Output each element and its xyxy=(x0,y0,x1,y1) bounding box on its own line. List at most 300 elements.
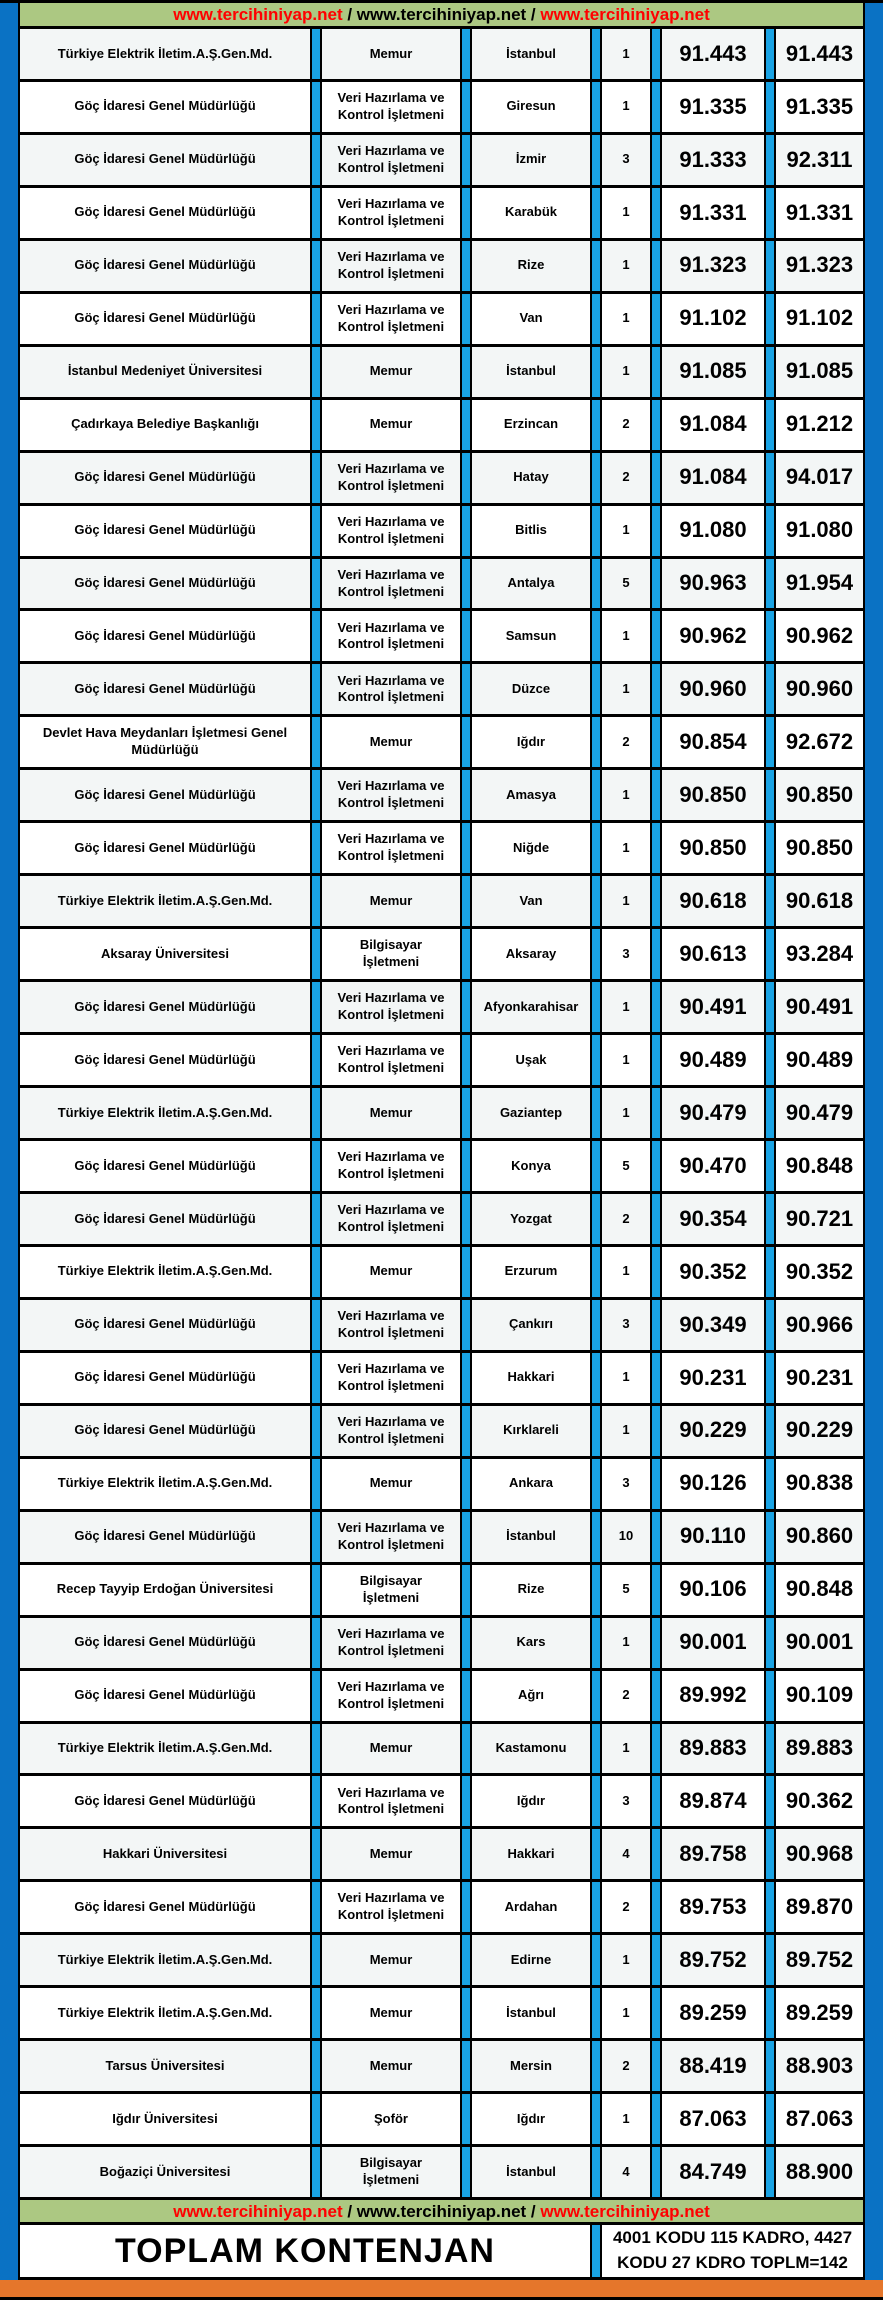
column-separator xyxy=(650,506,662,556)
table-row xyxy=(20,2147,863,2200)
banner-separator: / xyxy=(526,2201,541,2221)
score1-cell: 91.102 xyxy=(679,305,747,331)
column-separator xyxy=(460,1035,472,1085)
column-separator xyxy=(590,1671,602,1721)
column-separator xyxy=(460,135,472,185)
score2-cell: 90.231 xyxy=(785,1364,854,1390)
position-cell: Bilgisayar İşletmeni xyxy=(359,1572,423,1605)
column-separator xyxy=(764,929,776,979)
column-separator xyxy=(650,1776,662,1826)
column-separator xyxy=(310,1671,322,1721)
website-link[interactable]: www.tercihiniyap.net xyxy=(540,2201,710,2221)
score1-cell: 91.084 xyxy=(679,464,747,490)
city-cell: Ağrı xyxy=(518,1687,544,1703)
table-row xyxy=(20,717,863,770)
column-separator xyxy=(460,82,472,132)
table-row xyxy=(20,506,863,559)
city-cell: Giresun xyxy=(506,98,556,114)
column-separator xyxy=(460,1247,472,1297)
column-separator xyxy=(310,294,322,344)
score2-cell: 91.323 xyxy=(785,252,854,278)
score1-cell: 88.419 xyxy=(679,2052,747,2078)
count-cell: 1 xyxy=(622,1263,630,1279)
column-separator xyxy=(650,611,662,661)
institution-cell: Göç İdaresi Genel Müdürlüğü xyxy=(74,1369,256,1385)
column-separator xyxy=(650,294,662,344)
column-separator xyxy=(650,1935,662,1985)
position-cell: Memur xyxy=(369,2004,413,2020)
column-separator xyxy=(650,1194,662,1244)
column-separator xyxy=(310,1353,322,1403)
position-cell: Veri Hazırlama ve Kontrol İşletmeni xyxy=(337,990,445,1023)
city-cell: Edirne xyxy=(510,1951,552,1967)
column-separator xyxy=(310,982,322,1032)
city-cell: Bitlis xyxy=(515,522,547,538)
table-row xyxy=(20,770,863,823)
banner-separator: / xyxy=(342,2201,357,2221)
city-cell: Antalya xyxy=(507,575,555,591)
institution-cell: Göç İdaresi Genel Müdürlüğü xyxy=(74,204,256,220)
column-separator xyxy=(650,2094,662,2144)
website-link[interactable]: www.tercihiniyap.net xyxy=(540,5,710,24)
count-cell: 2 xyxy=(622,1210,630,1226)
count-cell: 10 xyxy=(618,1528,634,1544)
institution-cell: Göç İdaresi Genel Müdürlüğü xyxy=(74,1634,256,1650)
column-separator xyxy=(650,1247,662,1297)
count-cell: 5 xyxy=(622,1157,630,1173)
score2-cell: 88.903 xyxy=(785,2052,854,2078)
column-separator xyxy=(590,982,602,1032)
city-cell: Çankırı xyxy=(508,1316,554,1332)
column-separator xyxy=(590,29,602,79)
column-separator xyxy=(764,1300,776,1350)
count-cell: 1 xyxy=(622,786,630,802)
table-row xyxy=(20,29,863,82)
column-separator xyxy=(310,1882,322,1932)
score2-cell: 88.900 xyxy=(785,2158,854,2184)
bottom-banner xyxy=(20,2200,863,2225)
score1-cell: 91.323 xyxy=(679,252,747,278)
column-separator xyxy=(590,1988,602,2038)
city-cell: Van xyxy=(519,892,543,908)
city-cell: Niğde xyxy=(512,839,550,855)
column-separator xyxy=(650,1618,662,1668)
left-blue-rail xyxy=(0,3,18,2280)
column-separator xyxy=(460,453,472,503)
column-separator xyxy=(310,1459,322,1509)
score2-cell: 90.362 xyxy=(785,1788,854,1814)
score2-cell: 89.883 xyxy=(785,1735,854,1761)
institution-cell: Göç İdaresi Genel Müdürlüğü xyxy=(74,998,256,1014)
table-row xyxy=(20,664,863,717)
column-separator xyxy=(650,82,662,132)
score1-cell: 84.749 xyxy=(679,2158,747,2184)
score1-cell: 90.354 xyxy=(679,1205,747,1231)
city-cell: Rize xyxy=(517,1581,545,1597)
column-separator xyxy=(590,2225,602,2277)
website-link[interactable]: www.tercihiniyap.net xyxy=(173,5,343,24)
column-separator xyxy=(460,241,472,291)
column-separator xyxy=(650,29,662,79)
column-separator xyxy=(590,823,602,873)
column-separator xyxy=(590,1353,602,1403)
column-separator xyxy=(590,1035,602,1085)
banner-separator: / xyxy=(526,5,541,24)
count-cell: 3 xyxy=(622,1316,630,1332)
institution-cell: Türkiye Elektrik İletim.A.Ş.Gen.Md. xyxy=(57,1740,273,1756)
column-separator xyxy=(764,2041,776,2091)
institution-cell: Göç İdaresi Genel Müdürlüğü xyxy=(74,1422,256,1438)
column-separator xyxy=(650,717,662,767)
score2-cell: 89.870 xyxy=(785,1894,854,1920)
column-separator xyxy=(764,135,776,185)
institution-cell: Göç İdaresi Genel Müdürlüğü xyxy=(74,1792,256,1808)
position-cell: Veri Hazırlama ve Kontrol İşletmeni xyxy=(337,513,445,546)
position-cell: Veri Hazırlama ve Kontrol İşletmeni xyxy=(337,778,445,811)
score1-cell: 91.335 xyxy=(679,93,747,119)
institution-cell: Göç İdaresi Genel Müdürlüğü xyxy=(74,1316,256,1332)
city-cell: Hakkari xyxy=(507,1369,555,1385)
count-cell: 2 xyxy=(622,733,630,749)
score1-cell: 89.992 xyxy=(679,1682,747,1708)
column-separator xyxy=(650,400,662,450)
table-row xyxy=(20,1194,863,1247)
column-separator xyxy=(764,506,776,556)
score1-cell: 89.259 xyxy=(679,1999,747,2025)
column-separator xyxy=(460,1353,472,1403)
score1-cell: 89.753 xyxy=(679,1894,747,1920)
count-cell: 2 xyxy=(622,1898,630,1914)
column-separator xyxy=(590,1194,602,1244)
count-cell: 1 xyxy=(622,204,630,220)
city-cell: Iğdır xyxy=(516,733,546,749)
table-row xyxy=(20,929,863,982)
column-separator xyxy=(650,876,662,926)
score2-cell: 91.085 xyxy=(785,358,854,384)
score1-cell: 90.349 xyxy=(679,1311,747,1337)
column-separator xyxy=(650,1565,662,1615)
count-cell: 1 xyxy=(622,98,630,114)
table-row xyxy=(20,1724,863,1777)
institution-cell: Türkiye Elektrik İletim.A.Ş.Gen.Md. xyxy=(57,1475,273,1491)
score2-cell: 92.672 xyxy=(785,729,854,755)
column-separator xyxy=(764,559,776,609)
column-separator xyxy=(764,1247,776,1297)
website-link[interactable]: www.tercihiniyap.net xyxy=(356,2201,527,2221)
column-separator xyxy=(310,1776,322,1826)
score1-cell: 87.063 xyxy=(679,2105,747,2131)
city-cell: Van xyxy=(519,310,543,326)
score1-cell: 90.479 xyxy=(679,1099,747,1125)
column-separator xyxy=(764,2094,776,2144)
column-separator xyxy=(310,1988,322,2038)
column-separator xyxy=(650,982,662,1032)
count-cell: 2 xyxy=(622,2057,630,2073)
position-cell: Memur xyxy=(369,892,413,908)
column-separator xyxy=(310,453,322,503)
table-row xyxy=(20,1035,863,1088)
column-separator xyxy=(310,664,322,714)
table-row xyxy=(20,2094,863,2147)
score1-cell: 90.126 xyxy=(679,1470,747,1496)
table-row xyxy=(20,82,863,135)
column-separator xyxy=(590,2041,602,2091)
column-separator xyxy=(590,1512,602,1562)
column-separator xyxy=(310,611,322,661)
institution-cell: Iğdır Üniversitesi xyxy=(112,2110,218,2126)
column-separator xyxy=(460,1882,472,1932)
column-separator xyxy=(590,611,602,661)
column-separator xyxy=(310,347,322,397)
score1-cell: 90.962 xyxy=(679,623,747,649)
position-cell: Veri Hazırlama ve Kontrol İşletmeni xyxy=(337,566,445,599)
score1-cell: 91.443 xyxy=(679,40,747,66)
column-separator xyxy=(590,347,602,397)
count-cell: 1 xyxy=(622,1422,630,1438)
column-separator xyxy=(590,876,602,926)
column-separator xyxy=(590,188,602,238)
table-row xyxy=(20,1935,863,1988)
column-separator xyxy=(650,1882,662,1932)
institution-cell: Göç İdaresi Genel Müdürlüğü xyxy=(74,310,256,326)
position-cell: Veri Hazırlama ve Kontrol İşletmeni xyxy=(337,1043,445,1076)
score1-cell: 90.470 xyxy=(679,1152,747,1178)
table-body-wrap xyxy=(0,3,883,2280)
position-cell: Veri Hazırlama ve Kontrol İşletmeni xyxy=(337,142,445,175)
position-cell: Bilgisayar İşletmeni xyxy=(359,937,423,970)
column-separator xyxy=(764,1565,776,1615)
column-separator xyxy=(590,1459,602,1509)
column-separator xyxy=(310,1088,322,1138)
column-separator xyxy=(764,347,776,397)
table-row xyxy=(20,1776,863,1829)
column-separator xyxy=(650,1141,662,1191)
table-row xyxy=(20,1882,863,1935)
institution-cell: Göç İdaresi Genel Müdürlüğü xyxy=(74,1051,256,1067)
count-cell: 3 xyxy=(622,1792,630,1808)
position-cell: Veri Hazırlama ve Kontrol İşletmeni xyxy=(337,1413,445,1446)
column-separator xyxy=(460,188,472,238)
column-separator xyxy=(310,1406,322,1456)
institution-cell: Göç İdaresi Genel Müdürlüğü xyxy=(74,151,256,167)
column-separator xyxy=(310,82,322,132)
score2-cell: 90.491 xyxy=(785,993,854,1019)
score1-cell: 90.850 xyxy=(679,782,747,808)
column-separator xyxy=(590,1088,602,1138)
score2-cell: 91.443 xyxy=(785,40,854,66)
table-row xyxy=(20,559,863,612)
column-separator xyxy=(590,400,602,450)
institution-cell: Türkiye Elektrik İletim.A.Ş.Gen.Md. xyxy=(57,1951,273,1967)
column-separator xyxy=(310,929,322,979)
column-separator xyxy=(460,506,472,556)
column-separator xyxy=(460,1141,472,1191)
column-separator xyxy=(590,1141,602,1191)
city-cell: Hakkari xyxy=(507,1845,555,1861)
score1-cell: 90.850 xyxy=(679,834,747,860)
city-cell: İstanbul xyxy=(506,363,556,379)
institution-cell: Göç İdaresi Genel Müdürlüğü xyxy=(74,628,256,644)
count-cell: 3 xyxy=(622,1475,630,1491)
position-cell: Veri Hazırlama ve Kontrol İşletmeni xyxy=(337,1625,445,1658)
position-cell: Veri Hazırlama ve Kontrol İşletmeni xyxy=(337,1890,445,1923)
table-body xyxy=(20,29,863,2200)
column-separator xyxy=(590,506,602,556)
city-cell: Kırklareli xyxy=(503,1422,559,1438)
column-separator xyxy=(460,876,472,926)
column-separator xyxy=(590,294,602,344)
score2-cell: 91.080 xyxy=(785,517,854,543)
column-separator xyxy=(764,770,776,820)
column-separator xyxy=(650,1353,662,1403)
institution-cell: Göç İdaresi Genel Müdürlüğü xyxy=(74,1210,256,1226)
column-separator xyxy=(310,29,322,79)
institution-cell: İstanbul Medeniyet Üniversitesi xyxy=(67,363,263,379)
score2-cell: 92.311 xyxy=(786,146,853,172)
column-separator xyxy=(650,823,662,873)
position-cell: Memur xyxy=(369,733,413,749)
column-separator xyxy=(460,1935,472,1985)
column-separator xyxy=(590,717,602,767)
count-cell: 1 xyxy=(622,257,630,273)
table-row xyxy=(20,1671,863,1724)
institution-cell: Göç İdaresi Genel Müdürlüğü xyxy=(74,786,256,802)
column-separator xyxy=(310,1194,322,1244)
column-separator xyxy=(460,664,472,714)
column-separator xyxy=(460,611,472,661)
score1-cell: 89.874 xyxy=(679,1788,747,1814)
table-row xyxy=(20,1512,863,1565)
column-separator xyxy=(764,188,776,238)
table-main xyxy=(18,3,865,2280)
quota-breakdown xyxy=(602,2225,863,2277)
institution-cell: Türkiye Elektrik İletim.A.Ş.Gen.Md. xyxy=(57,892,273,908)
table-row xyxy=(20,1353,863,1406)
city-cell: İstanbul xyxy=(506,1528,556,1544)
column-separator xyxy=(460,1618,472,1668)
column-separator xyxy=(590,135,602,185)
column-separator xyxy=(310,1300,322,1350)
institution-cell: Çadırkaya Belediye Başkanlığı xyxy=(71,416,259,432)
total-quota-label: TOPLAM KONTENJAN xyxy=(115,2231,495,2270)
count-cell: 3 xyxy=(622,945,630,961)
column-separator xyxy=(310,400,322,450)
institution-cell: Göç İdaresi Genel Müdürlüğü xyxy=(74,1528,256,1544)
score1-cell: 90.352 xyxy=(679,1258,747,1284)
score1-cell: 91.084 xyxy=(679,411,747,437)
column-separator xyxy=(590,1776,602,1826)
column-separator xyxy=(650,1035,662,1085)
column-separator xyxy=(460,823,472,873)
position-cell: Memur xyxy=(369,1740,413,1756)
table-row xyxy=(20,2041,863,2094)
table-row xyxy=(20,1459,863,1512)
column-separator xyxy=(590,2094,602,2144)
column-separator xyxy=(460,1724,472,1774)
table-row xyxy=(20,1829,863,1882)
institution-cell: Türkiye Elektrik İletim.A.Ş.Gen.Md. xyxy=(57,1263,273,1279)
table-row xyxy=(20,1247,863,1300)
position-cell: Veri Hazırlama ve Kontrol İşletmeni xyxy=(337,831,445,864)
column-separator xyxy=(764,1618,776,1668)
column-separator xyxy=(590,1935,602,1985)
count-cell: 1 xyxy=(622,892,630,908)
quota-breakdown-line2: KODU 27 KDRO TOPLM=142 xyxy=(617,2253,848,2272)
column-separator xyxy=(650,241,662,291)
institution-cell: Göç İdaresi Genel Müdürlüğü xyxy=(74,680,256,696)
score2-cell: 90.966 xyxy=(785,1311,854,1337)
column-separator xyxy=(764,1935,776,1985)
city-cell: İstanbul xyxy=(506,2163,556,2179)
column-separator xyxy=(650,453,662,503)
column-separator xyxy=(460,717,472,767)
position-cell: Veri Hazırlama ve Kontrol İşletmeni xyxy=(337,301,445,334)
website-link[interactable]: www.tercihiniyap.net xyxy=(356,5,527,24)
institution-cell: Göç İdaresi Genel Müdürlüğü xyxy=(74,522,256,538)
institution-cell: Göç İdaresi Genel Müdürlüğü xyxy=(74,1687,256,1703)
position-cell: Veri Hazırlama ve Kontrol İşletmeni xyxy=(337,1519,445,1552)
city-cell: Konya xyxy=(511,1157,551,1173)
column-separator xyxy=(310,1512,322,1562)
city-cell: Kastamonu xyxy=(495,1740,567,1756)
city-cell: Erzurum xyxy=(504,1263,558,1279)
city-cell: Afyonkarahisar xyxy=(483,998,579,1014)
column-separator xyxy=(460,1776,472,1826)
score2-cell: 89.259 xyxy=(785,1999,854,2025)
score2-cell: 91.331 xyxy=(785,199,854,225)
score1-cell: 90.960 xyxy=(679,676,747,702)
column-separator xyxy=(650,2147,662,2197)
website-link[interactable]: www.tercihiniyap.net xyxy=(173,2201,343,2221)
city-cell: Hatay xyxy=(513,469,549,485)
column-separator xyxy=(460,1459,472,1509)
position-cell: Veri Hazırlama ve Kontrol İşletmeni xyxy=(337,672,445,705)
column-separator xyxy=(460,1671,472,1721)
column-separator xyxy=(460,29,472,79)
position-cell: Veri Hazırlama ve Kontrol İşletmeni xyxy=(337,1149,445,1181)
column-separator xyxy=(764,400,776,450)
table-row xyxy=(20,1406,863,1459)
position-cell: Veri Hazırlama ve Kontrol İşletmeni xyxy=(337,460,445,493)
institution-cell: Türkiye Elektrik İletim.A.Ş.Gen.Md. xyxy=(57,1104,273,1120)
column-separator xyxy=(764,1406,776,1456)
position-cell: Memur xyxy=(369,1845,413,1861)
city-cell: Ardahan xyxy=(504,1898,558,1914)
institution-cell: Göç İdaresi Genel Müdürlüğü xyxy=(74,257,256,273)
column-separator xyxy=(764,1035,776,1085)
column-separator xyxy=(590,2147,602,2197)
position-cell: Memur xyxy=(369,1104,413,1120)
quota-breakdown-line1: 4001 KODU 115 KADRO, 4427 xyxy=(612,2228,853,2248)
column-separator xyxy=(310,1935,322,1985)
institution-cell: Türkiye Elektrik İletim.A.Ş.Gen.Md. xyxy=(57,45,273,61)
column-separator xyxy=(764,717,776,767)
position-cell: Memur xyxy=(369,1951,413,1967)
column-separator xyxy=(460,2094,472,2144)
score2-cell: 90.860 xyxy=(785,1523,854,1549)
city-cell: Iğdır xyxy=(516,1792,546,1808)
count-cell: 1 xyxy=(622,522,630,538)
score1-cell: 89.758 xyxy=(679,1841,747,1867)
city-cell: Aksaray xyxy=(505,945,557,961)
column-separator xyxy=(590,1882,602,1932)
score1-cell: 91.085 xyxy=(679,358,747,384)
score1-cell: 89.883 xyxy=(679,1735,747,1761)
column-separator xyxy=(650,929,662,979)
city-cell: Gaziantep xyxy=(499,1104,563,1120)
institution-cell: Göç İdaresi Genel Müdürlüğü xyxy=(74,1157,256,1173)
score2-cell: 90.109 xyxy=(785,1682,854,1708)
